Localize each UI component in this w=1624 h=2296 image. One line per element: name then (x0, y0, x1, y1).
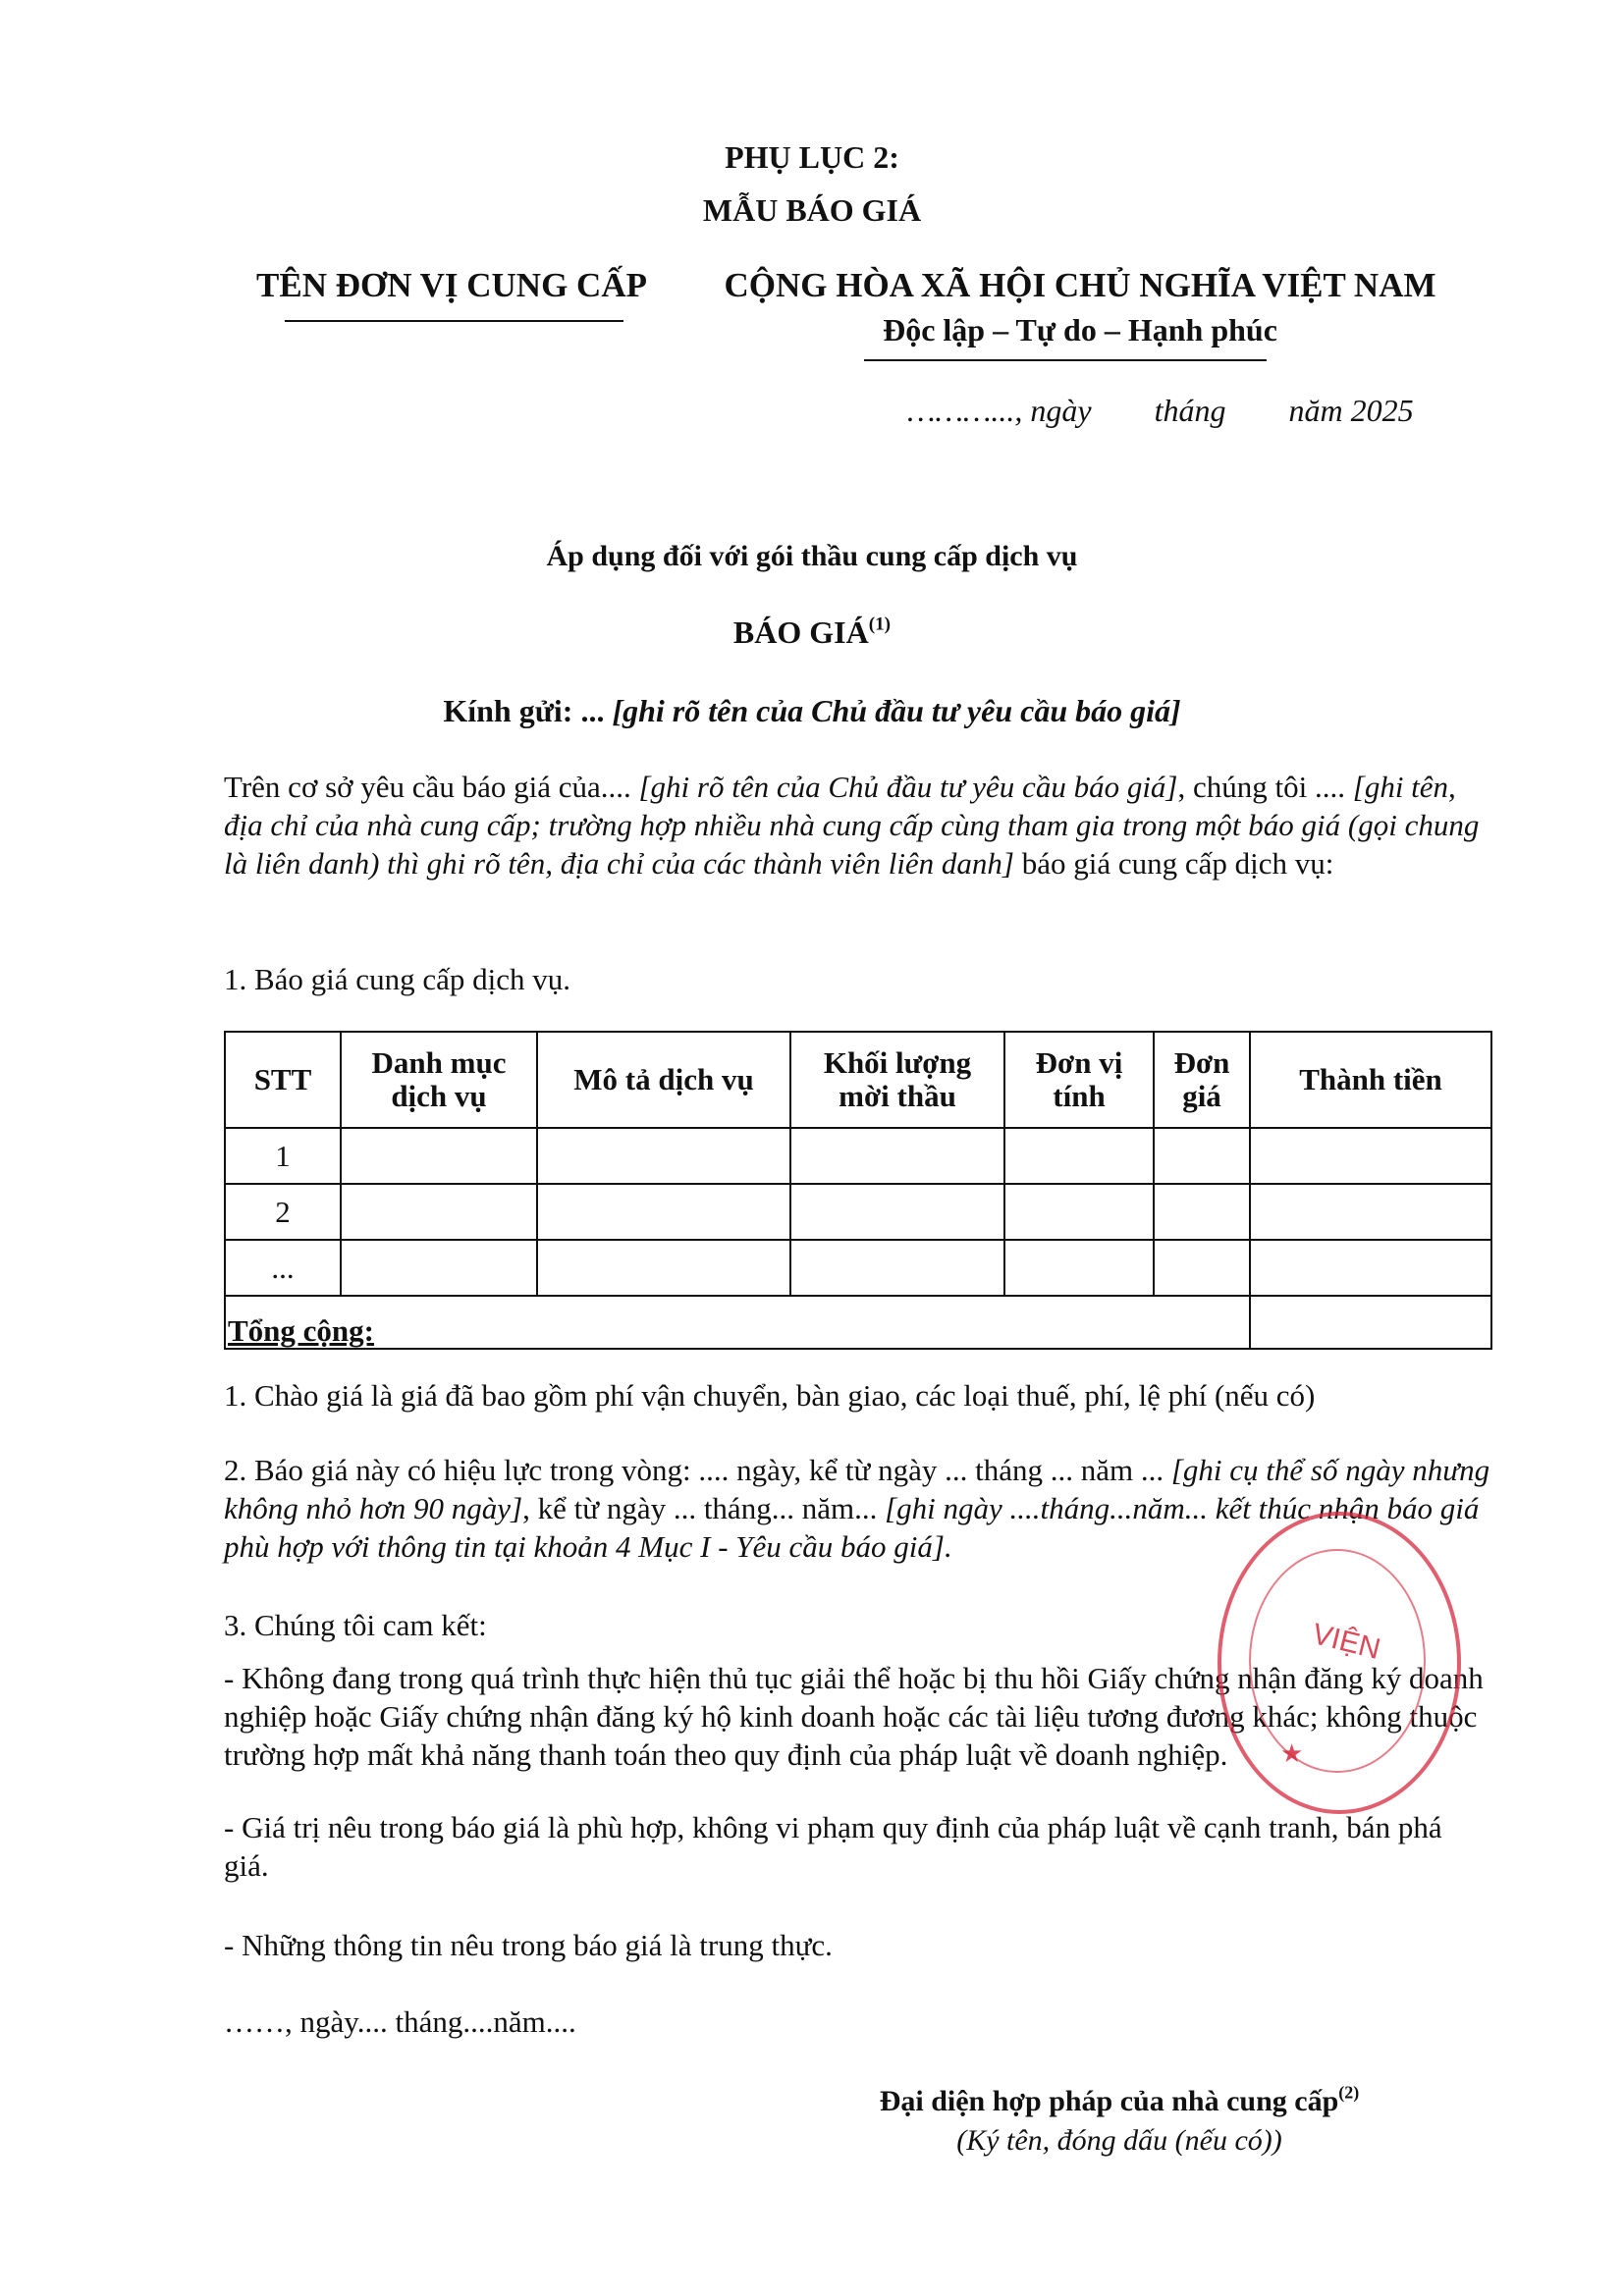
quote-title-note: (1) (868, 614, 892, 635)
signature-title-note: (2) (1338, 2082, 1360, 2103)
signature-title-text: Đại diện hợp pháp của nhà cung cấp (879, 2085, 1339, 2117)
table-row (225, 1240, 1491, 1296)
table-row (225, 1128, 1491, 1184)
note-2-b: [ghi cụ thể số ngày nhưng không nhỏ hơn 90 ngày] (224, 1453, 1490, 1525)
stamp-text: VIỆN (1309, 1618, 1384, 1666)
note-1: 1. Chào giá là giá đã bao gồm phí vận chuyển, bàn giao, các loại thuế, phí, lệ phí (nếu có) (224, 1378, 1316, 1413)
recipient-hint: [ghi rõ tên của Chủ đầu tư yêu cầu báo giá] (612, 693, 1181, 728)
quote-table (224, 1031, 1492, 1350)
red-seal-stamp (1218, 1512, 1461, 1814)
table-row (225, 1184, 1491, 1240)
note-2-d: [ghi ngày ....tháng...năm... kết thúc nhận báo giá phù hợp với thông tin tại khoản 4 Mục I - Yêu cầu báo giá]. (224, 1491, 1480, 1564)
basis-p1-hint: [ghi rõ tên của Chủ đầu tư yêu cầu báo giá] (638, 770, 1178, 804)
note-2-a: 2. Báo giá này có hiệu lực trong vòng: .... ngày, kể từ ngày ... tháng ... năm ... (224, 1453, 1164, 1487)
row-stt: 1 (225, 1128, 341, 1184)
row-stt: 2 (225, 1184, 341, 1240)
date-line: ………..., ngày tháng năm 2025 (907, 393, 1414, 428)
country-name: CỘNG HÒA XÃ HỘI CHỦ NGHĨA VIỆT NAM (724, 266, 1436, 304)
motto-underline (864, 359, 1267, 361)
col-service-list: Danh mục dịch vụ (341, 1032, 537, 1128)
commitment-1: - Không đang trong quá trình thực hiện thủ tục giải thể hoặc bị thu hồi Giấy chứng nhận đăng ký doanh nghiệp hoặc Giấy chứng nhận đăng ký hộ kinh doanh hoặc các tài liệu tương đương khác; không thuộc trường hợp mất khả năng thanh toán theo quy định của pháp luật về doanh nghiệp. (224, 1661, 1484, 1772)
annex-title: PHỤ LỤC 2: (725, 139, 899, 175)
col-quantity: Khối lượng mời thầu (790, 1032, 1004, 1128)
bottom-date-line: ……, ngày.... tháng....năm.... (224, 2004, 576, 2039)
signature-hint: (Ký tên, đóng dấu (nếu có)) (956, 2124, 1282, 2157)
col-unit: Đơn vị tính (1004, 1032, 1154, 1128)
recipient-label: Kính gửi: ... (443, 693, 605, 728)
row-stt: ... (225, 1240, 341, 1296)
section-1-heading: 1. Báo giá cung cấp dịch vụ. (224, 962, 570, 996)
supplier-underline (285, 320, 623, 322)
recipient-line (0, 691, 1624, 730)
basis-paragraph (224, 768, 1490, 882)
basis-p1: Trên cơ sở yêu cầu báo giá của.... (224, 770, 631, 804)
quote-title-text: BÁO GIÁ (732, 614, 869, 650)
basis-p2-hint: [ghi tên, địa chỉ của nhà cung cấp; trường hợp nhiều nhà cung cấp cùng tham gia trong một báo giá (gọi chung là liên danh) thì ghi rõ tên, địa chỉ của các thành viên liên danh] (224, 770, 1480, 881)
col-service-description: Mô tả dịch vụ (537, 1032, 790, 1128)
col-unit-price: Đơn giá (1154, 1032, 1250, 1128)
supplier-name: TÊN ĐƠN VỊ CUNG CẤP (256, 266, 647, 304)
apply-to: Áp dụng đối với gói thầu cung cấp dịch vụ (546, 540, 1078, 572)
col-stt: STT (225, 1032, 341, 1128)
basis-p3: báo giá cung cấp dịch vụ: (1021, 846, 1334, 881)
form-title: MẪU BÁO GIÁ (702, 192, 922, 228)
total-amount (1250, 1296, 1491, 1349)
signature-title (805, 2083, 1434, 2120)
col-amount: Thành tiền (1250, 1032, 1491, 1128)
commitment-3: - Những thông tin nêu trong báo giá là trung thực. (224, 1928, 833, 1962)
stamp-inner-ring (1249, 1549, 1426, 1773)
quote-title (0, 613, 1624, 652)
note-3: 3. Chúng tôi cam kết: (224, 1608, 487, 1642)
note-2-c: , kể từ ngày ... tháng... năm... (522, 1491, 878, 1525)
commitment-2: - Giá trị nêu trong báo giá là phù hợp, không vi phạm quy định của pháp luật về cạnh tranh, bán phá giá. (224, 1810, 1442, 1883)
total-label: Tổng cộng: (225, 1296, 1250, 1349)
table-total-row (225, 1296, 1491, 1349)
basis-p2: , chúng tôi .... (1177, 770, 1345, 804)
motto: Độc lập – Tự do – Hạnh phúc (883, 312, 1277, 347)
star-icon: ★ (1280, 1739, 1304, 1768)
table-header-row (225, 1032, 1491, 1128)
